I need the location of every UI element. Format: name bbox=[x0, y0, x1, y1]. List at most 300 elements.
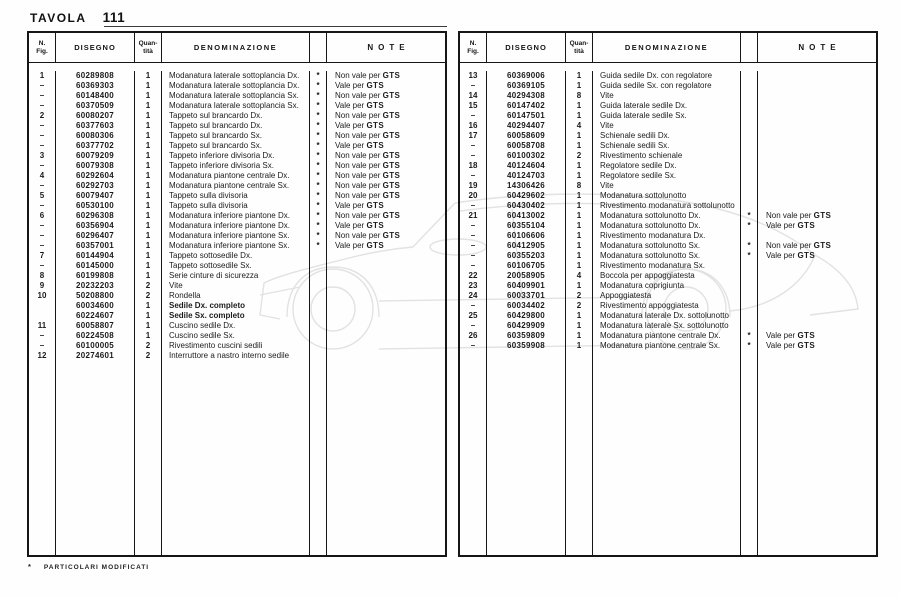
disegno-header-label: DISEGNO bbox=[74, 43, 116, 52]
asterisk-cell: * bbox=[310, 71, 327, 81]
note-cell: Vale per GTS bbox=[335, 81, 385, 90]
disegno-cell: 60429909 bbox=[487, 321, 566, 331]
disegno-cell: 14306426 bbox=[487, 181, 566, 191]
asterisk-cell bbox=[310, 301, 327, 311]
disegno-cell: 60357001 bbox=[56, 241, 135, 251]
note-gts-emphasis: GTS bbox=[366, 81, 385, 90]
fig-cell: – bbox=[29, 121, 56, 131]
fig-cell: 11 bbox=[29, 321, 56, 331]
table-row bbox=[29, 241, 445, 251]
note-cell bbox=[758, 71, 876, 81]
qty-cell: 2 bbox=[566, 291, 593, 301]
asterisk-cell bbox=[741, 201, 758, 211]
fig-cell: – bbox=[460, 341, 487, 351]
table-row bbox=[29, 171, 445, 181]
table-row bbox=[460, 321, 876, 331]
disegno-cell: 60033701 bbox=[487, 291, 566, 301]
denominazione-cell: Cuscino sedile Dx. bbox=[162, 321, 310, 331]
denominazione-cell: Tappeto sul brancardo Sx. bbox=[162, 141, 310, 151]
table-row bbox=[29, 81, 445, 91]
disegno-cell: 60356904 bbox=[56, 221, 135, 231]
asterisk-cell bbox=[310, 331, 327, 341]
note-cell bbox=[758, 311, 876, 321]
disegno-cell: 60412905 bbox=[487, 241, 566, 251]
table-filler bbox=[29, 361, 445, 555]
note-cell: Vale per GTS bbox=[766, 251, 816, 260]
disegno-cell: 40294407 bbox=[487, 121, 566, 131]
denominazione-cell: Vite bbox=[593, 181, 741, 191]
table-row bbox=[460, 151, 876, 161]
note-gts-emphasis: GTS bbox=[382, 111, 401, 120]
note-cell: Non vale per GTS bbox=[335, 211, 401, 220]
footnote bbox=[28, 562, 149, 571]
disegno-cell: 60034600 bbox=[56, 301, 135, 311]
disegno-cell: 60058807 bbox=[56, 321, 135, 331]
note-cell bbox=[327, 271, 445, 281]
fig-cell: 7 bbox=[29, 251, 56, 261]
denominazione-cell: Modanatura coprigiunta bbox=[593, 281, 741, 291]
note-gts-emphasis: GTS bbox=[797, 341, 816, 350]
asterisk-cell bbox=[741, 81, 758, 91]
fig-cell: 6 bbox=[29, 211, 56, 221]
denominazione-cell: Appoggiatesta bbox=[593, 291, 741, 301]
fig-cell: – bbox=[29, 81, 56, 91]
table-row bbox=[460, 171, 876, 181]
disegno-header-label: DISEGNO bbox=[505, 43, 547, 52]
asterisk-cell bbox=[741, 91, 758, 101]
fig-cell: 4 bbox=[29, 171, 56, 181]
qty-cell: 1 bbox=[566, 341, 593, 351]
fig-cell: – bbox=[460, 251, 487, 261]
denominazione-cell: Rivestimento modanatura sottolunotto bbox=[593, 201, 741, 211]
fig-cell: – bbox=[460, 261, 487, 271]
qty-header-line1: Quan- bbox=[569, 40, 589, 47]
denominazione-cell: Guida sedile Sx. con regolatore bbox=[593, 81, 741, 91]
note-cell bbox=[758, 231, 876, 241]
table-row bbox=[29, 151, 445, 161]
asterisk-column-header bbox=[741, 33, 758, 62]
fig-cell: – bbox=[29, 231, 56, 241]
note-cell bbox=[758, 121, 876, 131]
fig-cell: 3 bbox=[29, 151, 56, 161]
table-row bbox=[460, 161, 876, 171]
fig-cell: – bbox=[460, 111, 487, 121]
disegno-cell: 60430402 bbox=[487, 201, 566, 211]
table-row bbox=[29, 121, 445, 131]
disegno-cell: 60100302 bbox=[487, 151, 566, 161]
asterisk-cell: * bbox=[310, 101, 327, 111]
note-cell: Non vale per GTS bbox=[335, 191, 401, 200]
qty-cell: 1 bbox=[566, 211, 593, 221]
filler-cell bbox=[460, 351, 487, 555]
fig-cell bbox=[29, 311, 56, 321]
qty-cell: 1 bbox=[566, 111, 593, 121]
disegno-cell: 60144904 bbox=[56, 251, 135, 261]
asterisk-cell bbox=[741, 161, 758, 171]
note-cell bbox=[758, 81, 876, 91]
table-row bbox=[460, 91, 876, 101]
qty-cell: 1 bbox=[135, 71, 162, 81]
note-header-label: NOTE bbox=[367, 43, 410, 52]
fig-cell: – bbox=[460, 201, 487, 211]
table-row bbox=[29, 191, 445, 201]
qty-cell: 1 bbox=[566, 141, 593, 151]
denominazione-cell: Modanatura inferiore piantone Sx. bbox=[162, 241, 310, 251]
disegno-cell: 60530100 bbox=[56, 201, 135, 211]
qty-cell: 4 bbox=[566, 271, 593, 281]
disegno-cell: 20232203 bbox=[56, 281, 135, 291]
fig-cell: 23 bbox=[460, 281, 487, 291]
page-title-number: 111 bbox=[102, 10, 126, 25]
note-cell bbox=[758, 161, 876, 171]
qty-cell: 2 bbox=[135, 291, 162, 301]
denominazione-cell: Rivestimento appoggiatesta bbox=[593, 301, 741, 311]
table-row bbox=[460, 301, 876, 311]
fig-cell: – bbox=[29, 261, 56, 271]
disegno-cell: 60409901 bbox=[487, 281, 566, 291]
asterisk-cell bbox=[741, 311, 758, 321]
asterisk-cell bbox=[741, 321, 758, 331]
asterisk-cell bbox=[310, 311, 327, 321]
fig-cell: 21 bbox=[460, 211, 487, 221]
note-cell: Vale per GTS bbox=[335, 201, 385, 210]
denominazione-cell: Modanatura sottolunotto Sx. bbox=[593, 241, 741, 251]
table-row bbox=[29, 231, 445, 241]
disegno-cell: 60370509 bbox=[56, 101, 135, 111]
note-gts-emphasis: GTS bbox=[366, 221, 385, 230]
disegno-cell: 60106606 bbox=[487, 231, 566, 241]
qty-cell: 1 bbox=[135, 251, 162, 261]
asterisk-cell: * bbox=[310, 181, 327, 191]
note-cell bbox=[758, 131, 876, 141]
note-gts-emphasis: GTS bbox=[366, 121, 385, 130]
asterisk-cell bbox=[310, 351, 327, 361]
qty-cell: 2 bbox=[566, 151, 593, 161]
disegno-cell: 60289808 bbox=[56, 71, 135, 81]
disegno-cell: 60369105 bbox=[487, 81, 566, 91]
fig-cell: 9 bbox=[29, 281, 56, 291]
qty-cell: 2 bbox=[566, 301, 593, 311]
denominazione-cell: Rivestimento schienale bbox=[593, 151, 741, 161]
fig-cell: – bbox=[29, 131, 56, 141]
qty-cell: 1 bbox=[566, 281, 593, 291]
disegno-cell: 60199808 bbox=[56, 271, 135, 281]
note-cell: Vale per GTS bbox=[766, 221, 816, 230]
denominazione-cell: Modanatura piantone centrale Sx. bbox=[593, 341, 741, 351]
table-row bbox=[29, 181, 445, 191]
disegno-cell: 60034402 bbox=[487, 301, 566, 311]
asterisk-cell bbox=[741, 191, 758, 201]
fig-cell: 25 bbox=[460, 311, 487, 321]
fig-cell: – bbox=[460, 141, 487, 151]
asterisk-cell bbox=[741, 71, 758, 81]
note-cell: Vale per GTS bbox=[766, 341, 816, 350]
fig-cell: – bbox=[29, 221, 56, 231]
note-cell: Vale per GTS bbox=[335, 241, 385, 250]
note-cell bbox=[327, 301, 445, 311]
table-row bbox=[29, 281, 445, 291]
note-cell bbox=[758, 91, 876, 101]
filler-cell bbox=[487, 351, 566, 555]
denominazione-cell: Schienale sedili Sx. bbox=[593, 141, 741, 151]
denominazione-cell: Modanatura piantone centrale Dx. bbox=[593, 331, 741, 341]
note-cell bbox=[327, 251, 445, 261]
table-row bbox=[460, 101, 876, 111]
disegno-cell: 40124604 bbox=[487, 161, 566, 171]
disegno-cell: 60145000 bbox=[56, 261, 135, 271]
qty-cell: 2 bbox=[135, 281, 162, 291]
qty-cell: 1 bbox=[566, 161, 593, 171]
denominazione-cell: Modanatura inferiore piantone Sx. bbox=[162, 231, 310, 241]
qty-cell: 1 bbox=[135, 321, 162, 331]
qty-cell: 1 bbox=[566, 71, 593, 81]
fig-header-line1: N. bbox=[469, 40, 477, 47]
disegno-cell: 60080207 bbox=[56, 111, 135, 121]
qty-cell: 1 bbox=[566, 231, 593, 241]
table-row bbox=[460, 271, 876, 281]
denominazione-cell: Vite bbox=[593, 121, 741, 131]
fig-cell: 19 bbox=[460, 181, 487, 191]
disegno-cell: 60296407 bbox=[56, 231, 135, 241]
table-row bbox=[460, 81, 876, 91]
fig-cell: – bbox=[460, 151, 487, 161]
fig-cell: – bbox=[29, 101, 56, 111]
qty-cell: 1 bbox=[566, 321, 593, 331]
qty-cell: 1 bbox=[135, 241, 162, 251]
denominazione-cell: Vite bbox=[593, 91, 741, 101]
table-row bbox=[29, 111, 445, 121]
table-row bbox=[29, 131, 445, 141]
denominazione-cell: Tappeto sulla divisoria bbox=[162, 201, 310, 211]
qty-cell: 1 bbox=[135, 191, 162, 201]
qty-header-line2: tità bbox=[574, 47, 584, 55]
qty-cell: 1 bbox=[135, 211, 162, 221]
disegno-cell: 60377603 bbox=[56, 121, 135, 131]
note-cell: Non vale per GTS bbox=[335, 71, 401, 80]
disegno-cell: 60079407 bbox=[56, 191, 135, 201]
denominazione-header-label: DENOMINAZIONE bbox=[624, 43, 709, 52]
disegno-cell: 40294308 bbox=[487, 91, 566, 101]
filler-cell bbox=[135, 361, 162, 555]
denominazione-cell: Rivestimento cuscini sedili bbox=[162, 341, 310, 351]
disegno-cell: 60224607 bbox=[56, 311, 135, 321]
fig-cell: 17 bbox=[460, 131, 487, 141]
asterisk-cell: * bbox=[310, 171, 327, 181]
note-cell bbox=[758, 181, 876, 191]
note-gts-emphasis: GTS bbox=[366, 141, 385, 150]
note-gts-emphasis: GTS bbox=[382, 71, 401, 80]
fig-cell: – bbox=[29, 181, 56, 191]
denominazione-cell: Sedile Sx. completo bbox=[162, 311, 310, 321]
note-cell bbox=[327, 321, 445, 331]
qty-cell: 1 bbox=[566, 221, 593, 231]
asterisk-cell: * bbox=[741, 241, 758, 251]
asterisk-cell bbox=[310, 261, 327, 271]
qty-cell: 1 bbox=[135, 271, 162, 281]
note-cell: Non vale per GTS bbox=[335, 181, 401, 190]
table-row bbox=[29, 221, 445, 231]
fig-cell: – bbox=[29, 331, 56, 341]
asterisk-cell bbox=[310, 251, 327, 261]
table-row bbox=[460, 201, 876, 211]
denominazione-cell: Modanatura sottolunotto Sx. bbox=[593, 251, 741, 261]
disegno-cell: 60079209 bbox=[56, 151, 135, 161]
qty-cell: 1 bbox=[135, 81, 162, 91]
fig-cell: – bbox=[29, 91, 56, 101]
qty-cell: 1 bbox=[135, 121, 162, 131]
table-row bbox=[29, 211, 445, 221]
table-row bbox=[29, 71, 445, 81]
qty-cell: 1 bbox=[135, 261, 162, 271]
disegno-cell: 60377702 bbox=[56, 141, 135, 151]
qty-cell: 8 bbox=[566, 181, 593, 191]
table-row bbox=[460, 181, 876, 191]
asterisk-cell bbox=[741, 291, 758, 301]
note-gts-emphasis: GTS bbox=[382, 171, 401, 180]
qty-cell: 1 bbox=[566, 201, 593, 211]
filler-cell bbox=[56, 361, 135, 555]
note-gts-emphasis: GTS bbox=[382, 231, 401, 240]
fig-cell: – bbox=[460, 321, 487, 331]
denominazione-cell: Cuscino sedile Sx. bbox=[162, 331, 310, 341]
qty-cell: 4 bbox=[566, 121, 593, 131]
table-row bbox=[29, 161, 445, 171]
qty-cell: 1 bbox=[135, 231, 162, 241]
note-gts-emphasis: GTS bbox=[813, 211, 832, 220]
disegno-cell: 50208800 bbox=[56, 291, 135, 301]
table-body bbox=[29, 63, 445, 555]
fig-header-line1: N. bbox=[38, 40, 46, 47]
asterisk-cell: * bbox=[310, 91, 327, 101]
asterisk-cell bbox=[741, 101, 758, 111]
asterisk-cell bbox=[741, 141, 758, 151]
note-cell bbox=[758, 261, 876, 271]
denominazione-cell: Vite bbox=[162, 281, 310, 291]
table-row bbox=[29, 311, 445, 321]
denominazione-cell: Modanatura sottolunotto Dx. bbox=[593, 211, 741, 221]
asterisk-cell: * bbox=[310, 241, 327, 251]
asterisk-cell bbox=[741, 171, 758, 181]
asterisk-cell bbox=[310, 291, 327, 301]
note-cell bbox=[758, 171, 876, 181]
fig-cell: 16 bbox=[460, 121, 487, 131]
table-row bbox=[29, 301, 445, 311]
disegno-cell: 60080306 bbox=[56, 131, 135, 141]
note-cell bbox=[327, 261, 445, 271]
asterisk-cell: * bbox=[310, 131, 327, 141]
fig-cell: 24 bbox=[460, 291, 487, 301]
table-row bbox=[460, 241, 876, 251]
asterisk-cell: * bbox=[310, 201, 327, 211]
page-title-label: TAVOLA bbox=[30, 11, 87, 25]
qty-cell: 1 bbox=[135, 201, 162, 211]
qty-cell: 1 bbox=[566, 251, 593, 261]
note-cell bbox=[758, 321, 876, 331]
qty-column-header bbox=[566, 33, 593, 62]
asterisk-cell bbox=[741, 181, 758, 191]
note-cell bbox=[758, 291, 876, 301]
denominazione-cell: Modanatura laterale sottoplancia Sx. bbox=[162, 91, 310, 101]
asterisk-cell: * bbox=[310, 141, 327, 151]
table-row bbox=[29, 91, 445, 101]
disegno-cell: 60355203 bbox=[487, 251, 566, 261]
disegno-cell: 60359809 bbox=[487, 331, 566, 341]
denominazione-cell: Tappeto sul brancardo Dx. bbox=[162, 111, 310, 121]
note-cell bbox=[327, 331, 445, 341]
qty-cell: 1 bbox=[566, 101, 593, 111]
denominazione-cell: Tappeto sulla divisoria bbox=[162, 191, 310, 201]
note-cell bbox=[327, 291, 445, 301]
disegno-cell: 60369006 bbox=[487, 71, 566, 81]
fig-column-header bbox=[460, 33, 487, 62]
fig-cell: – bbox=[460, 171, 487, 181]
qty-cell: 1 bbox=[566, 311, 593, 321]
disegno-cell: 60100005 bbox=[56, 341, 135, 351]
asterisk-cell bbox=[741, 271, 758, 281]
note-cell bbox=[327, 351, 445, 361]
qty-cell: 1 bbox=[135, 151, 162, 161]
qty-cell: 1 bbox=[135, 91, 162, 101]
fig-cell: 10 bbox=[29, 291, 56, 301]
asterisk-cell bbox=[741, 131, 758, 141]
fig-column-header bbox=[29, 33, 56, 62]
note-column-header bbox=[327, 33, 445, 62]
disegno-cell: 60359908 bbox=[487, 341, 566, 351]
qty-cell: 1 bbox=[135, 141, 162, 151]
denominazione-cell: Rondella bbox=[162, 291, 310, 301]
fig-cell: 20 bbox=[460, 191, 487, 201]
note-cell bbox=[758, 201, 876, 211]
note-cell: Non vale per GTS bbox=[335, 131, 401, 140]
fig-cell: 18 bbox=[460, 161, 487, 171]
fig-cell: – bbox=[29, 341, 56, 351]
note-cell bbox=[758, 281, 876, 291]
fig-cell: – bbox=[460, 221, 487, 231]
asterisk-cell: * bbox=[741, 221, 758, 231]
asterisk-cell: * bbox=[741, 251, 758, 261]
denominazione-cell: Boccola per appoggiatesta bbox=[593, 271, 741, 281]
fig-cell: – bbox=[460, 301, 487, 311]
table-row bbox=[29, 141, 445, 151]
qty-cell: 2 bbox=[135, 341, 162, 351]
note-cell: Vale per GTS bbox=[335, 141, 385, 150]
fig-cell: 22 bbox=[460, 271, 487, 281]
asterisk-cell bbox=[310, 281, 327, 291]
denominazione-cell: Modanatura piantone centrale Sx. bbox=[162, 181, 310, 191]
qty-cell: 1 bbox=[566, 331, 593, 341]
denominazione-cell: Guida laterale sedile Dx. bbox=[593, 101, 741, 111]
note-gts-emphasis: GTS bbox=[797, 221, 816, 230]
qty-cell: 1 bbox=[566, 241, 593, 251]
denominazione-column-header bbox=[162, 33, 310, 62]
denominazione-cell: Modanatura inferiore piantone Dx. bbox=[162, 211, 310, 221]
table-row bbox=[460, 71, 876, 81]
asterisk-cell: * bbox=[310, 211, 327, 221]
asterisk-cell bbox=[741, 111, 758, 121]
disegno-cell: 60058708 bbox=[487, 141, 566, 151]
note-cell: Vale per GTS bbox=[335, 101, 385, 110]
denominazione-cell: Guida laterale sedile Sx. bbox=[593, 111, 741, 121]
table-row bbox=[460, 221, 876, 231]
filler-cell bbox=[741, 351, 758, 555]
note-cell bbox=[327, 281, 445, 291]
note-gts-emphasis: GTS bbox=[366, 101, 385, 110]
table-row bbox=[460, 191, 876, 201]
footnote-text: PARTICOLARI MODIFICATI bbox=[43, 564, 150, 571]
note-gts-emphasis: GTS bbox=[382, 91, 401, 100]
note-gts-emphasis: GTS bbox=[382, 191, 401, 200]
fig-cell: 1 bbox=[29, 71, 56, 81]
